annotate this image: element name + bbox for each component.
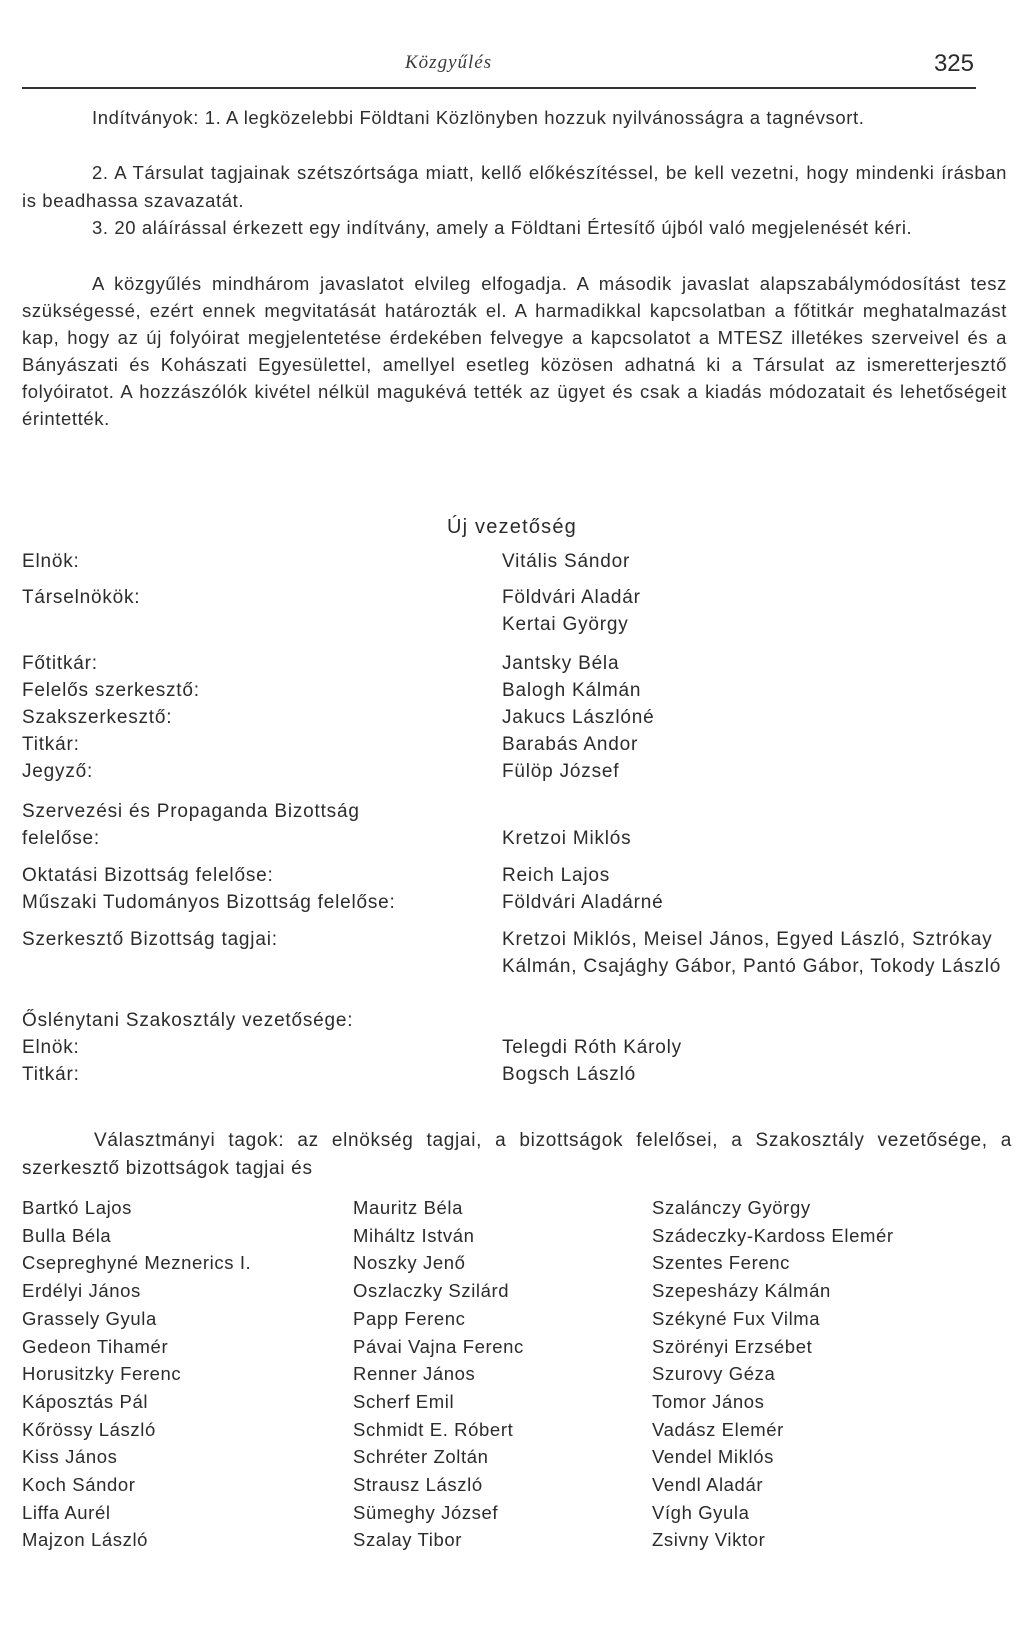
leadership-role: Őslénytani Szakosztály vezetősége: bbox=[22, 1010, 354, 1031]
member-name: Székyné Fux Vilma bbox=[652, 1307, 821, 1329]
leadership-person: Jakucs Lászlóné bbox=[502, 707, 655, 728]
leadership-role: Szerkesztő Bizottság tagjai: bbox=[22, 929, 278, 950]
leadership-role: Elnök: bbox=[22, 551, 80, 572]
member-name: Szádeczky-Kardoss Elemér bbox=[652, 1224, 894, 1246]
leadership-role: Titkár: bbox=[22, 1064, 80, 1085]
leadership-role: Titkár: bbox=[22, 734, 80, 755]
member-name: Majzon László bbox=[22, 1529, 149, 1551]
member-name: Strausz László bbox=[353, 1474, 483, 1496]
member-column-3 bbox=[652, 1194, 894, 1554]
member-name: Vadász Elemér bbox=[652, 1418, 784, 1440]
leadership-person: Bogsch László bbox=[502, 1064, 636, 1085]
member-name: Zsivny Viktor bbox=[652, 1529, 766, 1551]
motions-intro: Indítványok: 1. A legközelebbi Földtani Közlönyben hozzuk nyilvánosságra a tagnévsort. bbox=[92, 107, 865, 128]
member-name: Koch Sándor bbox=[22, 1474, 136, 1496]
member-name: Vígh Gyula bbox=[652, 1501, 750, 1523]
leadership-title: Új vezetőség bbox=[446, 516, 577, 538]
member-name: Szörényi Erzsébet bbox=[652, 1335, 813, 1357]
member-column-1 bbox=[22, 1194, 251, 1554]
resolution-paragraph: A közgyűlés mindhárom javaslatot elvileg elfogadja. A második javaslat alapszabálymódosítást tesz szükségessé, ezért ennek megvitatását határozták el. A harmadikkal kapcsolatban a főtitkár meghatalmazást kap, hogy az új folyóirat megjelentetése érdekében felvegye a kapcsolatot a MTESZ illetékes szerveivel és a Bányászati és Kohászati Egyesülettel, amellyel esetleg közösen adhatná ki a Társulat az ismeretterjesztő folyóiratot. A hozzászólók kivétel nélkül magukévá tették az ügyet és csak a kiadás módozatait és lehetőségeit érintették. bbox=[22, 273, 1007, 429]
leadership-role: Társelnökök: bbox=[22, 587, 141, 608]
leadership-person: Földvári Aladárné bbox=[502, 892, 664, 913]
leadership-person: Balogh Kálmán bbox=[502, 680, 642, 701]
member-name: Kőrössy László bbox=[22, 1418, 156, 1440]
member-name: Grassely Gyula bbox=[22, 1307, 157, 1329]
leadership-role: Szervezési és Propaganda Bizottság bbox=[22, 801, 360, 822]
member-name: Renner János bbox=[353, 1363, 476, 1385]
electoral-intro: Választmányi tagok: az elnökség tagjai, a bizottságok felelősei, a Szakosztály vezetősége, a szerkesztő bizottságok tagjai és bbox=[22, 1130, 1012, 1179]
leadership-role: Felelős szerkesztő: bbox=[22, 680, 200, 701]
member-name: Oszlaczky Szilárd bbox=[353, 1280, 510, 1302]
member-name: Vendl Aladár bbox=[652, 1474, 764, 1496]
member-name: Erdélyi János bbox=[22, 1280, 141, 1302]
member-name: Scherf Emil bbox=[353, 1390, 455, 1412]
page-header bbox=[0, 52, 1024, 92]
header-rule bbox=[22, 87, 976, 89]
member-name: Káposztás Pál bbox=[22, 1390, 149, 1412]
member-name: Szurovy Géza bbox=[652, 1363, 776, 1385]
member-name: Vendel Miklós bbox=[652, 1446, 774, 1468]
leadership-person: Vitális Sándor bbox=[502, 551, 631, 572]
member-name: Szalay Tibor bbox=[353, 1529, 462, 1551]
member-name: Bartkó Lajos bbox=[22, 1197, 133, 1218]
member-column-2 bbox=[353, 1194, 524, 1554]
member-name: Szentes Ferenc bbox=[652, 1252, 790, 1274]
member-name: Szalánczy György bbox=[652, 1197, 811, 1218]
leadership-person: Kretzoi Miklós, Meisel János, Egyed László, Sztrókay Kálmán, Csajághy Gábor, Pantó Gábor, Tokody László bbox=[502, 929, 1002, 977]
leadership-person: Reich Lajos bbox=[502, 865, 611, 886]
member-name: Csepreghyné Meznerics I. bbox=[22, 1252, 252, 1274]
leadership-person: Kretzoi Miklós bbox=[502, 828, 632, 849]
member-name: Miháltz István bbox=[353, 1224, 475, 1246]
leadership-role: Műszaki Tudományos Bizottság felelőse: bbox=[22, 892, 396, 913]
member-name: Pávai Vajna Ferenc bbox=[353, 1335, 524, 1357]
member-name: Noszky Jenő bbox=[353, 1252, 466, 1274]
leadership-person: Jantsky Béla bbox=[502, 653, 620, 674]
member-name: Gedeon Tihamér bbox=[22, 1335, 169, 1357]
leadership-role: Szakszerkesztő: bbox=[22, 707, 173, 728]
leadership-role: felelőse: bbox=[22, 828, 100, 849]
member-name: Schréter Zoltán bbox=[353, 1446, 489, 1468]
leadership-role: Jegyző: bbox=[22, 761, 94, 782]
leadership-person: Fülöp József bbox=[502, 761, 620, 782]
leadership-role: Elnök: bbox=[22, 1037, 80, 1058]
leadership-person: Barabás Andor bbox=[502, 734, 639, 755]
member-name: Tomor János bbox=[652, 1390, 765, 1412]
running-title: Közgyűlés bbox=[405, 52, 493, 73]
motion-item-3: 3. 20 aláírással érkezett egy indítvány, amely a Földtani Értesítő újból való megjelenését kéri. bbox=[92, 217, 913, 238]
member-name: Liffa Aurél bbox=[22, 1501, 111, 1523]
member-name: Mauritz Béla bbox=[353, 1197, 464, 1218]
member-name: Szepesházy Kálmán bbox=[652, 1280, 831, 1302]
member-name: Horusitzky Ferenc bbox=[22, 1363, 182, 1385]
leadership-role: Főtitkár: bbox=[22, 653, 98, 674]
leadership-person: Földvári Aladár bbox=[502, 587, 641, 608]
leadership-person: Telegdi Róth Károly bbox=[502, 1037, 682, 1058]
leadership-person: Kertai György bbox=[502, 614, 629, 635]
page-number: 325 bbox=[933, 50, 974, 77]
member-name: Sümeghy József bbox=[353, 1501, 499, 1523]
member-name: Bulla Béla bbox=[22, 1224, 112, 1246]
leadership-role: Oktatási Bizottság felelőse: bbox=[22, 865, 274, 886]
member-name: Schmidt E. Róbert bbox=[353, 1418, 514, 1440]
member-name: Kiss János bbox=[22, 1446, 118, 1468]
member-name: Papp Ferenc bbox=[353, 1307, 466, 1329]
motion-item-2: 2. A Társulat tagjainak szétszórtsága miatt, kellő előkészítéssel, be kell vezetni, hogy mindenki írásban is beadhassa szavazatát. bbox=[22, 162, 1007, 211]
